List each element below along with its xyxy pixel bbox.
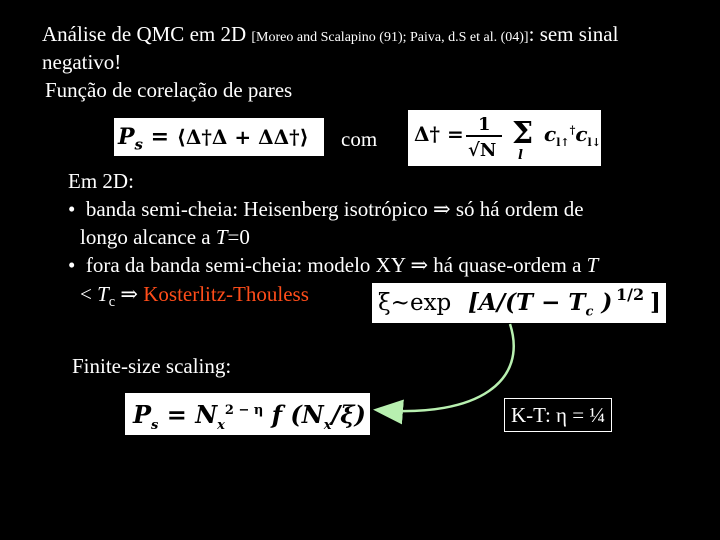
xi-subscript: c [585,304,594,320]
bullet-2-var-t: T [586,253,599,277]
bullet-1-text-2a: longo alcance a [80,225,216,249]
subtitle: Função de corelação de pares [45,78,293,102]
bullet-2-implies: ⇒ [115,282,144,306]
arrow-path [378,324,514,411]
exp-label: exp [409,290,452,316]
bullet-1-var-t: T [215,225,228,249]
title-main: Análise de QMC em 2D [42,22,247,46]
xi-body: [A/(T − T [468,289,586,316]
xi-power: 1/2 [616,285,645,304]
bullet-2-text-2a: < [80,282,98,306]
eq-delta-denominator: √N [468,140,497,161]
eq-delta-numerator: 1 [478,114,491,135]
title-suffix: : sem sinal [528,22,619,46]
bullet-2-var-t: T [97,282,109,306]
fss-ps-symbol: P [133,400,152,429]
kosterlitz-thouless-label: Kosterlitz-Thouless [143,282,309,306]
section-heading: Em 2D: [68,169,134,193]
connector-text: com [341,127,378,151]
eq-delta-c2-sub: l↓ [587,136,601,149]
title-line-2: negativo! [42,50,122,74]
summation-symbol: Σ [512,116,534,151]
xi-close-paren: ) [601,289,613,316]
finite-size-scaling-label: Finite-size scaling: [72,354,232,378]
eq-ps-symbol: P [118,124,135,150]
eq-delta-c1-sub: l↑ [556,136,570,149]
fss-f-end: /ξ) [331,400,366,429]
fss-n-exponent: 2 − η [224,403,264,418]
eq-delta-lhs: Δ† = [414,122,464,146]
fss-f-subscript: x [323,417,332,433]
bullet-marker: • [68,253,76,277]
eq-ps-subscript: s [134,135,143,154]
eq-ps-rhs: ⟨Δ†Δ + ΔΔ†⟩ [176,125,309,149]
eq-delta-c2: c [575,122,588,146]
xi-close-bracket: ] [650,289,661,316]
eq-delta-c2-sup: † [600,123,607,137]
fss-equals: = [166,400,187,429]
bullet-1-text-2c: =0 [227,225,250,249]
fss-n-subscript: x [217,417,225,433]
sim-symbol: ~ [390,290,410,316]
bullet-2-var-sub: c [108,294,116,311]
xi-symbol: ξ [378,290,391,316]
fss-f-term: f (N [271,400,324,429]
kt-exponent-box: K-T: η = ¼ [504,398,612,432]
eq-delta-c1: c [544,122,557,146]
fss-ps-subscript: s [151,417,159,433]
summation-index: l [518,148,523,163]
eq-ps-equals: = [150,124,170,150]
eq-delta-c1-sup: † [569,123,576,137]
fss-n-symbol: N [195,400,218,429]
bullet-marker: • [68,197,76,221]
bullet-2-text: fora da banda semi-cheia: modelo XY ⇒ há quase-ordem a [85,253,587,277]
bullet-1-text: banda semi-cheia: Heisenberg isotrópico ⇒ só há ordem de [85,197,584,221]
title-references: [Moreo and Scalapino (91); Paiva, d.S et al. (04)] [251,30,529,45]
